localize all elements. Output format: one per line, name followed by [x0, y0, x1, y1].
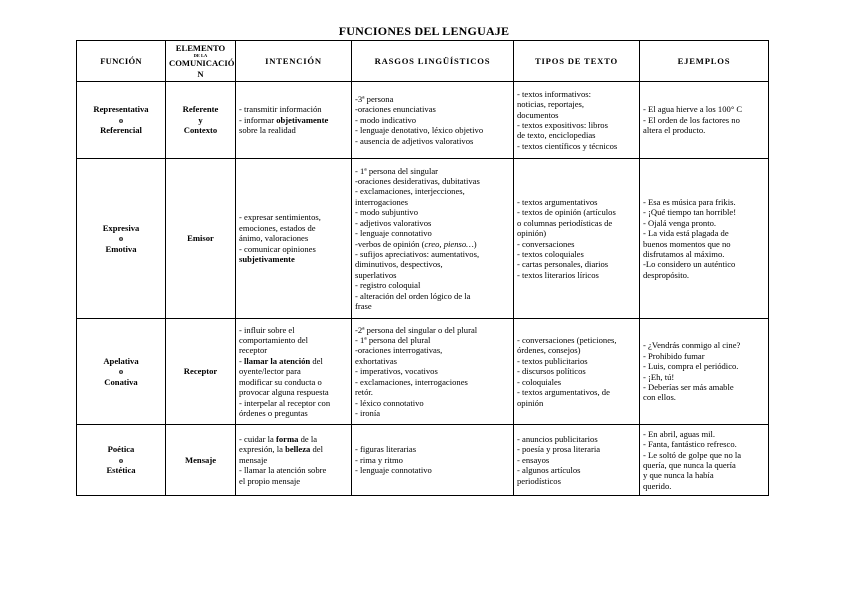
ejemplos-cell: - En abril, aguas mil. - Fanta, fantástico refresco. - Le soltó de golpe que no la quería, que nunca la quería y que nunca la había querido.	[640, 425, 769, 496]
header-row	[77, 41, 769, 82]
rasgos-cell: - figuras literarias - rima y ritmo - lenguaje connotativo	[352, 425, 514, 496]
tipos-cell: - anuncios publicitarios - poesía y prosa literaria - ensayos - algunos artículos periodísticos	[514, 425, 640, 496]
rasgos-cell: - 1ª persona del singular -oraciones desiderativas, dubitativas - exclamaciones, interjecciones, interrogaciones - modo subjuntivo - adjetivos valorativos - lenguaje connotativo -verbos de opinión (creo, pienso…) - sufijos apreciativos: aumentativos, diminutivos, despectivos, superlativos - registro coloquial - alteración del orden lógico de la frase	[352, 159, 514, 319]
table-row	[77, 159, 769, 319]
elemento-cell: Receptor	[166, 319, 236, 425]
header-intencion: INTENCIÓN	[236, 41, 352, 82]
rasgos-cell: -3ª persona -oraciones enunciativas - modo indicativo - lenguaje denotativo, léxico objetivo - ausencia de adjetivos valorativos	[352, 82, 514, 159]
header-funcion: FUNCIÓN	[77, 41, 166, 82]
header-ejemplos: EJEMPLOS	[640, 41, 769, 82]
table-row	[77, 319, 769, 425]
intencion-cell: - expresar sentimientos, emociones, estados de ánimo, valoraciones - comunicar opiniones subjetivamente	[236, 159, 352, 319]
ejemplos-cell: - Esa es música para frikis. - ¡Qué tiempo tan horrible! - Ojalá venga pronto. - La vida está plagada de buenos momentos que no disfrutamos al máximo. -Lo considero un auténtico despropósito.	[640, 159, 769, 319]
funcion-cell: Representativa o Referencial	[77, 82, 166, 159]
header-tipos: TIPOS DE TEXTO	[514, 41, 640, 82]
elemento-cell: Emisor	[166, 159, 236, 319]
elemento-cell: Referente y Contexto	[166, 82, 236, 159]
table-row	[77, 82, 769, 159]
table-row	[77, 425, 769, 496]
tipos-cell: - conversaciones (peticiones, órdenes, consejos) - textos publicitarios - discursos políticos - coloquiales - textos argumentativos, de opinión	[514, 319, 640, 425]
tipos-cell: - textos argumentativos - textos de opinión (artículos o columnas periodísticas de opinión) - conversaciones - textos coloquiales - cartas personales, diarios - textos literarios líricos	[514, 159, 640, 319]
header-elemento: ELEMENTO DE LA COMUNICACIÓ N	[166, 41, 236, 82]
funcion-cell: Apelativa o Conativa	[77, 319, 166, 425]
funcion-cell: Poética o Estética	[77, 425, 166, 496]
page-title: FUNCIONES DEL LENGUAJE	[338, 24, 510, 38]
intencion-cell: - influir sobre el comportamiento del receptor - llamar la atención del oyente/lector para modificar su conducta o provocar alguna respuesta - interpelar al receptor con órdenes o preguntas	[236, 319, 352, 425]
tipos-cell: - textos informativos: noticias, reportajes, documentos - textos expositivos: libros de texto, enciclopedias - textos científicos y técnicos	[514, 82, 640, 159]
elemento-cell: Mensaje	[166, 425, 236, 496]
functions-table	[76, 40, 769, 496]
ejemplos-cell: - ¿Vendrás conmigo al cine? - Prohibido fumar - Luis, compra el periódico. - ¡Eh, tú! - Deberías ser más amable con ellos.	[640, 319, 769, 425]
rasgos-cell: -2ª persona del singular o del plural - 1ª persona del plural -oraciones interrogativas, exhortativas - imperativos, vocativos - exclamaciones, interrogaciones retór. - léxico connotativo - ironía	[352, 319, 514, 425]
header-rasgos: RASGOS LINGÜÍSTICOS	[352, 41, 514, 82]
funcion-cell: Expresiva o Emotiva	[77, 159, 166, 319]
intencion-cell: - transmitir información - informar objetivamente sobre la realidad	[236, 82, 352, 159]
intencion-cell: - cuidar la forma de la expresión, la belleza del mensaje - llamar la atención sobre el propio mensaje	[236, 425, 352, 496]
ejemplos-cell: - El agua hierve a los 100° C - El orden de los factores no altera el producto.	[640, 82, 769, 159]
